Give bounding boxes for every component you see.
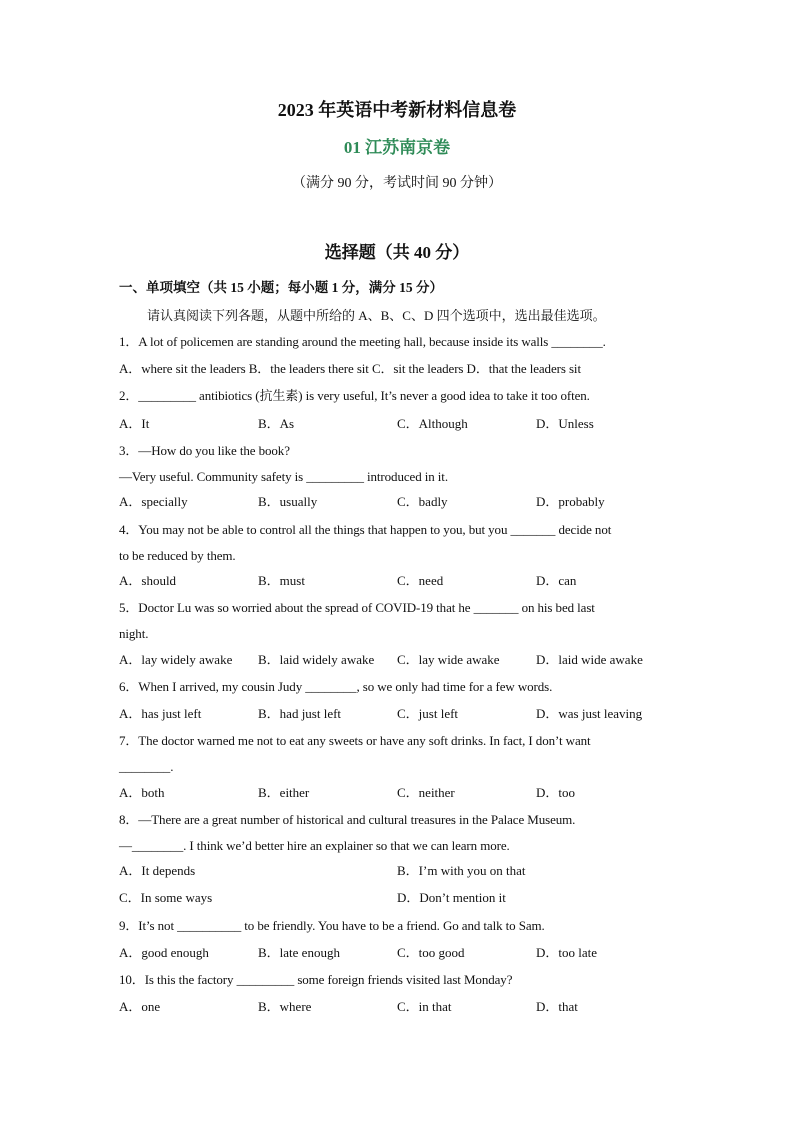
question-7-stem-2: ________. xyxy=(119,759,174,774)
question-3-stem: 3．—How do you like the book? xyxy=(119,443,290,458)
question-1-stem: 1．A lot of policemen are standing around the meeting hall, because inside its walls ________. xyxy=(119,334,606,349)
question-4-option-b: B．must xyxy=(258,573,305,588)
exam-subtitle: 01 江苏南京卷 xyxy=(343,138,451,157)
question-7-option-b: B．either xyxy=(258,785,310,800)
exam-note: （满分 90 分，考试时间 90 分钟） xyxy=(292,176,502,191)
question-6-option-b: B．had just left xyxy=(258,706,342,721)
question-5-stem: 5．Doctor Lu was so worried about the spread of COVID-19 that he _______ on his bed last xyxy=(119,600,595,615)
question-7-option-a: A．both xyxy=(119,785,165,800)
question-2-option-b: B．As xyxy=(258,416,295,431)
question-3-option-d: D．probably xyxy=(536,494,605,509)
question-4-stem-2: to be reduced by them. xyxy=(119,548,236,563)
question-9-option-b: B．late enough xyxy=(258,945,340,960)
question-8-stem: 8．—There are a great number of historical and cultural treasures in the Palace Museum. xyxy=(119,812,576,827)
question-5-option-b: B．laid widely awake xyxy=(258,652,375,667)
question-2-option-c: C．Although xyxy=(397,416,468,431)
question-10-stem: 10．Is this the factory _________ some foreign friends visited last Monday? xyxy=(119,972,513,987)
question-8-option-a: A．It depends xyxy=(119,863,196,878)
question-8-option-b: B．I’m with you on that xyxy=(397,863,526,878)
question-6-stem: 6．When I arrived, my cousin Judy ________, so we only had time for a few words. xyxy=(119,679,553,694)
question-9-option-a: A．good enough xyxy=(119,945,209,960)
question-8-option-c: C．In some ways xyxy=(119,890,213,905)
question-4-option-c: C．need xyxy=(397,573,444,588)
question-3-stem-2: —Very useful. Community safety is _________ introduced in it. xyxy=(119,469,448,484)
part-heading: 一、单项填空（共 15 小题；每小题 1 分，满分 15 分） xyxy=(119,280,443,295)
question-2-stem: 2．_________ antibiotics (抗生素) is very useful, It’s never a good idea to take it too often. xyxy=(119,388,590,403)
question-5-option-a: A．lay widely awake xyxy=(119,652,233,667)
question-5-stem-2: night. xyxy=(119,626,149,641)
question-10-option-a: A．one xyxy=(119,999,161,1014)
section-title: 选择题（共 40 分） xyxy=(324,243,470,262)
question-8-stem-2: —________. I think we’d better hire an explainer so that we can learn more. xyxy=(119,838,510,853)
question-4-option-d: D．can xyxy=(536,573,577,588)
question-6-option-a: A．has just left xyxy=(119,706,202,721)
question-9-stem: 9．It’s not __________ to be friendly. You have to be a friend. Go and talk to Sam. xyxy=(119,918,545,933)
question-2-option-d: D．Unless xyxy=(536,416,594,431)
question-7-option-c: C．neither xyxy=(397,785,455,800)
question-4-stem: 4．You may not be able to control all the things that happen to you, but you _______ decide not xyxy=(119,522,612,537)
question-1-options: A．where sit the leaders B．the leaders there sit C．sit the leaders D．that the leaders sit xyxy=(119,361,581,376)
question-3-option-c: C．badly xyxy=(397,494,448,509)
question-7-stem: 7．The doctor warned me not to eat any sweets or have any soft drinks. In fact, I don’t want xyxy=(119,733,591,748)
question-4-option-a: A．should xyxy=(119,573,177,588)
question-5-option-c: C．lay wide awake xyxy=(397,652,500,667)
exam-title: 2023 年英语中考新材料信息卷 xyxy=(277,100,517,120)
question-3-option-b: B．usually xyxy=(258,494,318,509)
question-5-option-d: D．laid wide awake xyxy=(536,652,643,667)
question-3-option-a: A．specially xyxy=(119,494,188,509)
question-7-option-d: D．too xyxy=(536,785,576,800)
question-10-option-b: B．where xyxy=(258,999,312,1014)
question-10-option-c: C．in that xyxy=(397,999,452,1014)
question-10-option-d: D．that xyxy=(536,999,578,1014)
question-6-option-c: C．just left xyxy=(397,706,459,721)
instruction-text: 请认真阅读下列各题，从题中所给的 A、B、C、D 四个选项中，选出最佳选项。 xyxy=(147,308,606,323)
question-6-option-d: D．was just leaving xyxy=(536,706,643,721)
question-9-option-c: C．too good xyxy=(397,945,465,960)
question-2-option-a: A．It xyxy=(119,416,150,431)
question-9-option-d: D．too late xyxy=(536,945,598,960)
question-8-option-d: D．Don’t mention it xyxy=(397,890,506,905)
